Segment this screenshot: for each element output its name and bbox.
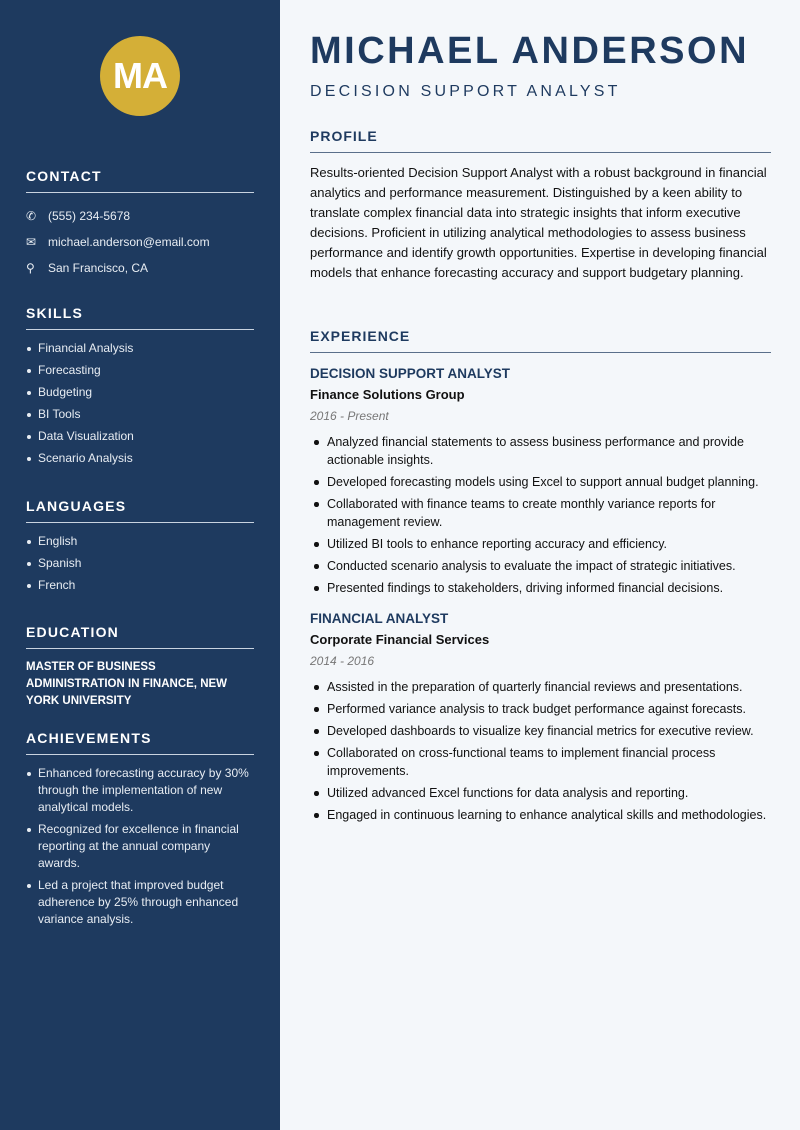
experience-heading: EXPERIENCE [310, 328, 771, 353]
job-company: Corporate Financial Services [310, 632, 490, 647]
contact-location [26, 255, 254, 281]
email-icon: ✉ [26, 235, 37, 249]
skills-section [26, 305, 254, 472]
skills-heading: SKILLS [26, 305, 254, 330]
profile-section [310, 128, 771, 283]
job-company: Finance Solutions Group [310, 387, 465, 402]
skill-item: Budgeting [26, 384, 254, 401]
location-text: San Francisco, CA [48, 261, 149, 275]
language-item: Spanish [26, 555, 254, 572]
job-bullet: Developed forecasting models using Excel to support annual budget planning. [310, 473, 771, 491]
skill-item: Forecasting [26, 362, 254, 379]
job-entry [310, 366, 771, 597]
job-bullet: Analyzed financial statements to assess business performance and provide actionable insights. [310, 433, 771, 469]
email-text: michael.anderson@email.com [48, 235, 210, 249]
job-list [310, 366, 771, 824]
profile-text: Results-oriented Decision Support Analyst with a robust background in financial analytics and performance measurement. Distinguished by a keen ability to translate complex financial data into strategic insights that inform executive decisions. Proficient in utilizing analytical methodologies to assess business performance and identify growth opportunities. Expertise in developing financial models that enhance forecasting accuracy and support budgetary planning. [310, 165, 767, 280]
job-dates: 2014 - 2016 [310, 654, 375, 668]
job-dates: 2016 - Present [310, 409, 389, 423]
location-pin-icon: ⚲ [26, 261, 35, 275]
achievements-section [26, 730, 254, 933]
job-bullets [310, 433, 771, 597]
skill-item: Scenario Analysis [26, 450, 254, 467]
job-bullet: Presented findings to stakeholders, driving informed financial decisions. [310, 579, 771, 597]
job-bullet: Performed variance analysis to track budget performance against forecasts. [310, 700, 771, 718]
experience-section [310, 328, 771, 838]
job-bullet: Engaged in continuous learning to enhance analytical skills and methodologies. [310, 806, 771, 824]
education-degree: MASTER OF BUSINESS ADMINISTRATION IN FINANCE, NEW YORK UNIVERSITY [26, 661, 228, 707]
achievement-item: Led a project that improved budget adherence by 25% through enhanced variance analysis. [26, 877, 254, 928]
skills-list [26, 340, 254, 467]
job-bullets [310, 678, 771, 824]
phone-icon: ✆ [26, 209, 37, 223]
job-bullet: Developed dashboards to visualize key financial metrics for executive review. [310, 722, 771, 740]
job-bullet: Utilized BI tools to enhance reporting accuracy and efficiency. [310, 535, 771, 553]
languages-section [26, 498, 254, 599]
job-bullet: Conducted scenario analysis to evaluate the impact of strategic initiatives. [310, 557, 771, 575]
skill-item: Data Visualization [26, 428, 254, 445]
skill-item: BI Tools [26, 406, 254, 423]
contact-email [26, 229, 254, 255]
languages-heading: LANGUAGES [26, 498, 254, 523]
skill-item: Financial Analysis [26, 340, 254, 357]
job-bullet: Assisted in the preparation of quarterly financial reviews and presentations. [310, 678, 771, 696]
contact-heading: CONTACT [26, 168, 254, 193]
job-bullet: Utilized advanced Excel functions for data analysis and reporting. [310, 784, 771, 802]
sidebar [0, 0, 280, 1130]
avatar: MA [100, 36, 180, 116]
education-section [26, 624, 254, 710]
achievements-heading: ACHIEVEMENTS [26, 730, 254, 755]
job-bullet: Collaborated on cross-functional teams to implement financial process improvements. [310, 744, 771, 780]
job-entry [310, 611, 771, 824]
contact-section [26, 168, 254, 281]
candidate-title: DECISION SUPPORT ANALYST [310, 83, 621, 100]
language-item: English [26, 533, 254, 550]
job-title: FINANCIAL ANALYST [310, 611, 449, 626]
profile-heading: PROFILE [310, 128, 771, 153]
languages-list [26, 533, 254, 594]
phone-text: (555) 234-5678 [48, 209, 131, 223]
language-item: French [26, 577, 254, 594]
contact-phone [26, 203, 254, 229]
achievement-item: Enhanced forecasting accuracy by 30% through the implementation of new analytical models. [26, 765, 254, 816]
job-bullet: Collaborated with finance teams to create monthly variance reports for management review. [310, 495, 771, 531]
achievements-list [26, 765, 254, 928]
achievement-item: Recognized for excellence in financial reporting at the annual company awards. [26, 821, 254, 872]
job-title: DECISION SUPPORT ANALYST [310, 366, 511, 381]
education-heading: EDUCATION [26, 624, 254, 649]
candidate-name: MICHAEL ANDERSON [310, 30, 750, 72]
